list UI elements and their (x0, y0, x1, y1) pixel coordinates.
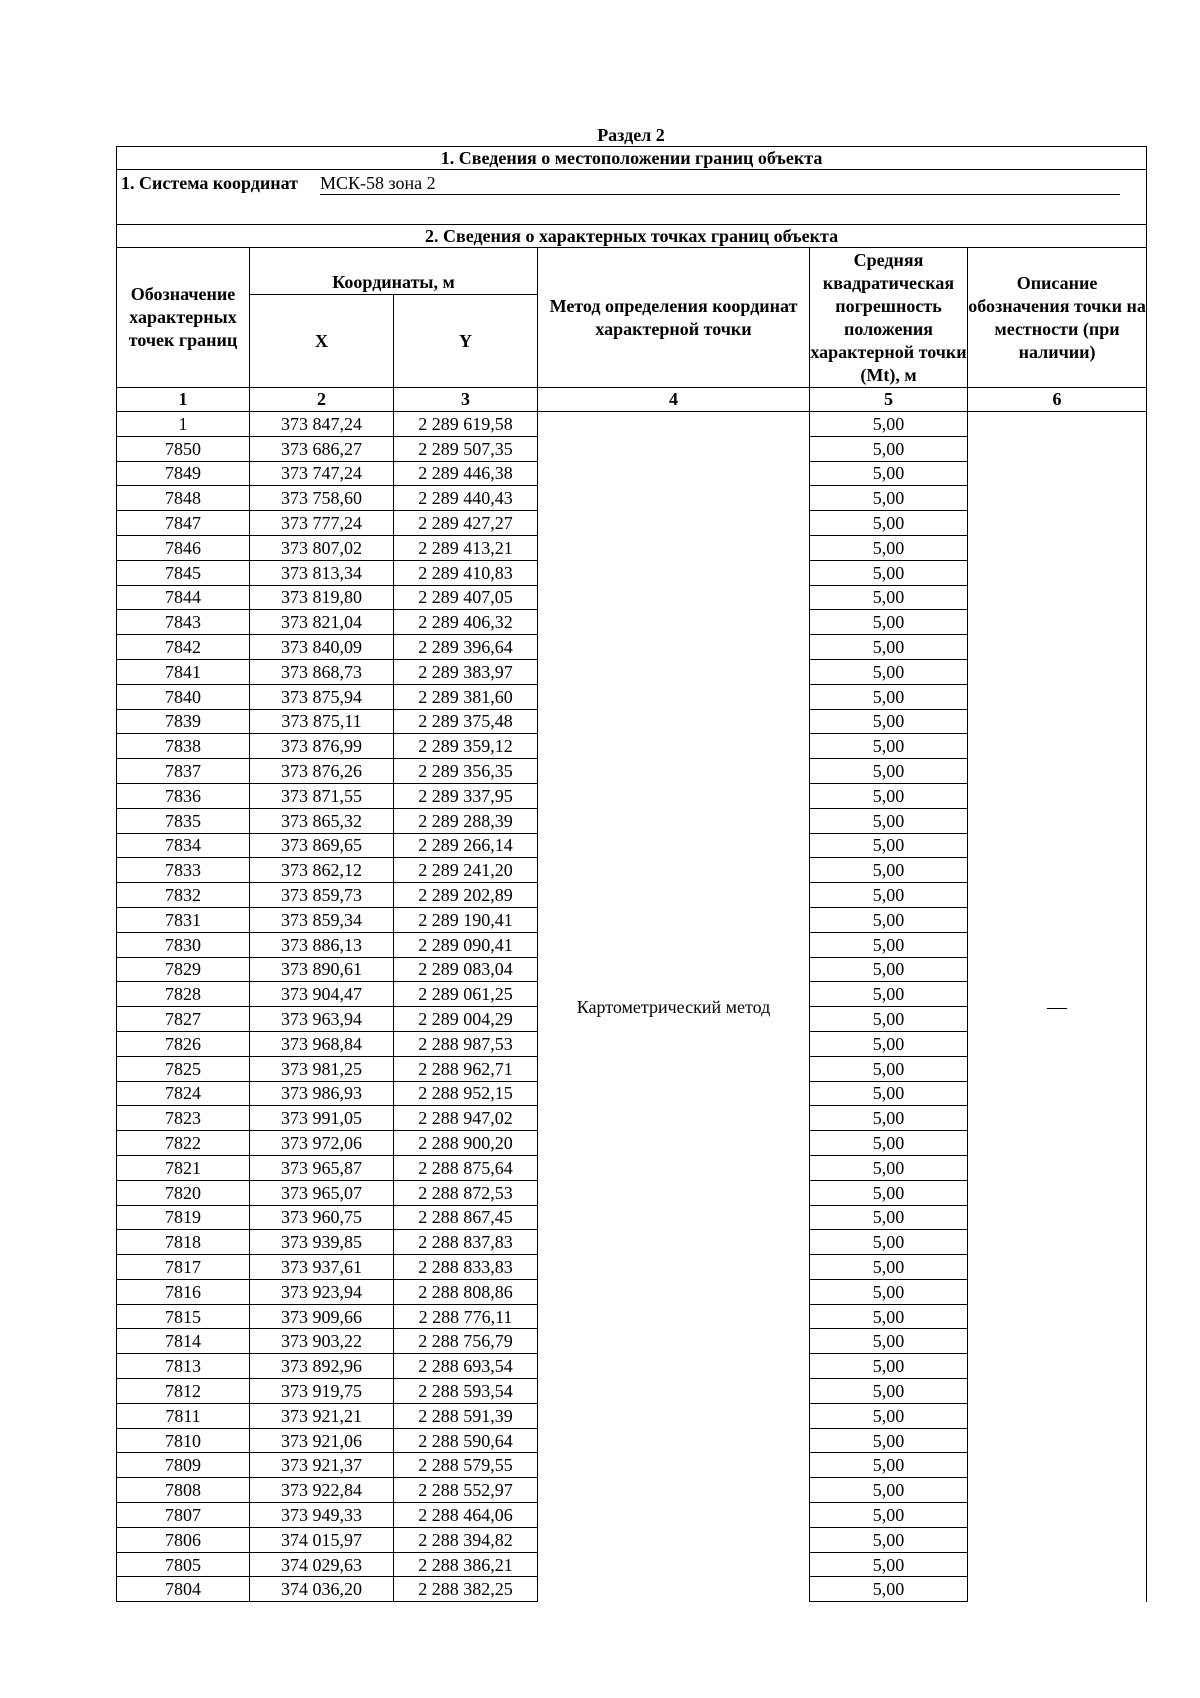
point-id-cell: 1 (117, 412, 250, 437)
y-coordinate-cell: 2 289 004,29 (394, 1007, 538, 1032)
y-coordinate-cell: 2 289 061,25 (394, 982, 538, 1007)
point-id-cell: 7816 (117, 1279, 250, 1304)
accuracy-cell: 5,00 (810, 957, 968, 982)
point-id-cell: 7805 (117, 1552, 250, 1577)
y-coordinate-cell: 2 288 952,15 (394, 1081, 538, 1106)
y-coordinate-cell: 2 288 875,64 (394, 1155, 538, 1180)
x-coordinate-cell: 373 960,75 (250, 1205, 394, 1230)
table-row (117, 412, 1147, 437)
x-coordinate-cell: 373 981,25 (250, 1056, 394, 1081)
x-coordinate-cell: 373 909,66 (250, 1304, 394, 1329)
y-coordinate-cell: 2 289 396,64 (394, 635, 538, 660)
x-coordinate-cell: 373 919,75 (250, 1379, 394, 1404)
accuracy-cell: 5,00 (810, 436, 968, 461)
y-coordinate-cell: 2 289 427,27 (394, 511, 538, 536)
point-id-cell: 7821 (117, 1155, 250, 1180)
header-y: Y (394, 295, 538, 388)
accuracy-cell: 5,00 (810, 1304, 968, 1329)
x-coordinate-cell: 374 036,20 (250, 1577, 394, 1602)
coord-system-label: 1. Система координат (121, 173, 298, 193)
accuracy-cell: 5,00 (810, 1230, 968, 1255)
accuracy-cell: 5,00 (810, 1503, 968, 1528)
x-coordinate-cell: 373 949,33 (250, 1503, 394, 1528)
x-coordinate-cell: 373 758,60 (250, 486, 394, 511)
point-id-cell: 7846 (117, 535, 250, 560)
x-coordinate-cell: 373 871,55 (250, 783, 394, 808)
x-coordinate-cell: 373 892,96 (250, 1354, 394, 1379)
point-id-cell: 7815 (117, 1304, 250, 1329)
x-coordinate-cell: 374 015,97 (250, 1527, 394, 1552)
point-id-cell: 7811 (117, 1403, 250, 1428)
point-id-cell: 7813 (117, 1354, 250, 1379)
x-coordinate-cell: 373 876,99 (250, 734, 394, 759)
y-coordinate-cell: 2 288 382,25 (394, 1577, 538, 1602)
accuracy-cell: 5,00 (810, 783, 968, 808)
x-coordinate-cell: 373 875,94 (250, 684, 394, 709)
x-coordinate-cell: 373 923,94 (250, 1279, 394, 1304)
point-id-cell: 7834 (117, 833, 250, 858)
description-cell: — (968, 412, 1147, 1602)
accuracy-cell: 5,00 (810, 635, 968, 660)
accuracy-cell: 5,00 (810, 1106, 968, 1131)
accuracy-cell: 5,00 (810, 883, 968, 908)
point-id-cell: 7827 (117, 1007, 250, 1032)
col-number-4: 4 (538, 388, 810, 412)
header-x: X (250, 295, 394, 388)
accuracy-cell: 5,00 (810, 1081, 968, 1106)
y-coordinate-cell: 2 288 386,21 (394, 1552, 538, 1577)
y-coordinate-cell: 2 289 406,32 (394, 610, 538, 635)
coord-system-row (117, 170, 1147, 225)
document (116, 124, 1146, 1602)
accuracy-cell: 5,00 (810, 1478, 968, 1503)
point-id-cell: 7807 (117, 1503, 250, 1528)
accuracy-cell: 5,00 (810, 1329, 968, 1354)
x-coordinate-cell: 373 937,61 (250, 1255, 394, 1280)
point-id-cell: 7843 (117, 610, 250, 635)
col-number-5: 5 (810, 388, 968, 412)
x-coordinate-cell: 373 965,07 (250, 1180, 394, 1205)
y-coordinate-cell: 2 289 202,89 (394, 883, 538, 908)
y-coordinate-cell: 2 288 593,54 (394, 1379, 538, 1404)
x-coordinate-cell: 373 747,24 (250, 461, 394, 486)
y-coordinate-cell: 2 288 867,45 (394, 1205, 538, 1230)
x-coordinate-cell: 373 821,04 (250, 610, 394, 635)
accuracy-cell: 5,00 (810, 486, 968, 511)
point-id-cell: 7830 (117, 932, 250, 957)
accuracy-cell: 5,00 (810, 759, 968, 784)
accuracy-cell: 5,00 (810, 1527, 968, 1552)
col-number-6: 6 (968, 388, 1147, 412)
y-coordinate-cell: 2 289 619,58 (394, 412, 538, 437)
title-location-info: 1. Сведения о местоположении границ объекта (117, 147, 1147, 170)
y-coordinate-cell: 2 289 446,38 (394, 461, 538, 486)
x-coordinate-cell: 373 859,73 (250, 883, 394, 908)
y-coordinate-cell: 2 288 808,86 (394, 1279, 538, 1304)
point-id-cell: 7831 (117, 907, 250, 932)
x-coordinate-cell: 373 686,27 (250, 436, 394, 461)
x-coordinate-cell: 373 963,94 (250, 1007, 394, 1032)
y-coordinate-cell: 2 289 356,35 (394, 759, 538, 784)
x-coordinate-cell: 373 777,24 (250, 511, 394, 536)
accuracy-cell: 5,00 (810, 461, 968, 486)
y-coordinate-cell: 2 288 947,02 (394, 1106, 538, 1131)
point-id-cell: 7837 (117, 759, 250, 784)
header-method: Метод определения координат характерной точки (538, 248, 810, 388)
accuracy-cell: 5,00 (810, 709, 968, 734)
x-coordinate-cell: 373 807,02 (250, 535, 394, 560)
x-coordinate-cell: 373 859,34 (250, 907, 394, 932)
y-coordinate-cell: 2 289 507,35 (394, 436, 538, 461)
point-id-cell: 7806 (117, 1527, 250, 1552)
accuracy-cell: 5,00 (810, 1031, 968, 1056)
y-coordinate-cell: 2 289 440,43 (394, 486, 538, 511)
col-number-2: 2 (250, 388, 394, 412)
y-coordinate-cell: 2 289 083,04 (394, 957, 538, 982)
point-id-cell: 7820 (117, 1180, 250, 1205)
y-coordinate-cell: 2 289 241,20 (394, 858, 538, 883)
y-coordinate-cell: 2 288 693,54 (394, 1354, 538, 1379)
y-coordinate-cell: 2 288 900,20 (394, 1131, 538, 1156)
x-coordinate-cell: 373 904,47 (250, 982, 394, 1007)
y-coordinate-cell: 2 288 591,39 (394, 1403, 538, 1428)
header-accuracy: Средняя квадратическая погрешность положения характерной точки (Mt), м (810, 248, 968, 388)
point-id-cell: 7849 (117, 461, 250, 486)
col-number-3: 3 (394, 388, 538, 412)
accuracy-cell: 5,00 (810, 412, 968, 437)
x-coordinate-cell: 373 813,34 (250, 560, 394, 585)
y-coordinate-cell: 2 288 579,55 (394, 1453, 538, 1478)
point-id-cell: 7829 (117, 957, 250, 982)
point-id-cell: 7824 (117, 1081, 250, 1106)
accuracy-cell: 5,00 (810, 1180, 968, 1205)
point-id-cell: 7825 (117, 1056, 250, 1081)
accuracy-cell: 5,00 (810, 734, 968, 759)
accuracy-cell: 5,00 (810, 982, 968, 1007)
point-id-cell: 7841 (117, 659, 250, 684)
x-coordinate-cell: 373 862,12 (250, 858, 394, 883)
y-coordinate-cell: 2 289 381,60 (394, 684, 538, 709)
x-coordinate-cell: 373 922,84 (250, 1478, 394, 1503)
y-coordinate-cell: 2 289 359,12 (394, 734, 538, 759)
accuracy-cell: 5,00 (810, 1354, 968, 1379)
boundary-points-table (116, 146, 1147, 1602)
coord-system-value: МСК-58 зона 2 (320, 172, 1120, 195)
x-coordinate-cell: 373 968,84 (250, 1031, 394, 1056)
y-coordinate-cell: 2 289 410,83 (394, 560, 538, 585)
accuracy-cell: 5,00 (810, 907, 968, 932)
point-id-cell: 7840 (117, 684, 250, 709)
point-id-cell: 7818 (117, 1230, 250, 1255)
header-point-designation: Обозначение характерных точек границ (117, 248, 250, 388)
accuracy-cell: 5,00 (810, 1428, 968, 1453)
accuracy-cell: 5,00 (810, 1155, 968, 1180)
accuracy-cell: 5,00 (810, 858, 968, 883)
point-id-cell: 7838 (117, 734, 250, 759)
point-id-cell: 7828 (117, 982, 250, 1007)
point-id-cell: 7822 (117, 1131, 250, 1156)
y-coordinate-cell: 2 289 266,14 (394, 833, 538, 858)
x-coordinate-cell: 373 875,11 (250, 709, 394, 734)
accuracy-cell: 5,00 (810, 1131, 968, 1156)
x-coordinate-cell: 373 840,09 (250, 635, 394, 660)
accuracy-cell: 5,00 (810, 511, 968, 536)
point-id-cell: 7812 (117, 1379, 250, 1404)
x-coordinate-cell: 373 965,87 (250, 1155, 394, 1180)
section-heading: Раздел 2 (597, 125, 665, 145)
header-description: Описание обозначения точки на местности (при наличии) (968, 248, 1147, 388)
accuracy-cell: 5,00 (810, 684, 968, 709)
accuracy-cell: 5,00 (810, 560, 968, 585)
accuracy-cell: 5,00 (810, 1279, 968, 1304)
y-coordinate-cell: 2 289 413,21 (394, 535, 538, 560)
point-id-cell: 7814 (117, 1329, 250, 1354)
accuracy-cell: 5,00 (810, 1255, 968, 1280)
point-id-cell: 7848 (117, 486, 250, 511)
x-coordinate-cell: 373 903,22 (250, 1329, 394, 1354)
x-coordinate-cell: 373 868,73 (250, 659, 394, 684)
point-id-cell: 7847 (117, 511, 250, 536)
accuracy-cell: 5,00 (810, 1007, 968, 1032)
x-coordinate-cell: 373 991,05 (250, 1106, 394, 1131)
point-id-cell: 7844 (117, 585, 250, 610)
x-coordinate-cell: 373 939,85 (250, 1230, 394, 1255)
x-coordinate-cell: 373 847,24 (250, 412, 394, 437)
x-coordinate-cell: 373 986,93 (250, 1081, 394, 1106)
accuracy-cell: 5,00 (810, 1379, 968, 1404)
accuracy-cell: 5,00 (810, 808, 968, 833)
point-id-cell: 7845 (117, 560, 250, 585)
accuracy-cell: 5,00 (810, 585, 968, 610)
y-coordinate-cell: 2 289 383,97 (394, 659, 538, 684)
y-coordinate-cell: 2 288 837,83 (394, 1230, 538, 1255)
y-coordinate-cell: 2 289 337,95 (394, 783, 538, 808)
title-points-info: 2. Сведения о характерных точках границ объекта (117, 225, 1147, 248)
accuracy-cell: 5,00 (810, 1577, 968, 1602)
x-coordinate-cell: 373 886,13 (250, 932, 394, 957)
x-coordinate-cell: 373 972,06 (250, 1131, 394, 1156)
y-coordinate-cell: 2 289 375,48 (394, 709, 538, 734)
point-id-cell: 7842 (117, 635, 250, 660)
accuracy-cell: 5,00 (810, 833, 968, 858)
point-id-cell: 7810 (117, 1428, 250, 1453)
y-coordinate-cell: 2 288 464,06 (394, 1503, 538, 1528)
point-id-cell: 7833 (117, 858, 250, 883)
y-coordinate-cell: 2 288 776,11 (394, 1304, 538, 1329)
point-id-cell: 7819 (117, 1205, 250, 1230)
accuracy-cell: 5,00 (810, 932, 968, 957)
method-cell: Картометрический метод (538, 412, 810, 1602)
x-coordinate-cell: 373 890,61 (250, 957, 394, 982)
x-coordinate-cell: 374 029,63 (250, 1552, 394, 1577)
x-coordinate-cell: 373 876,26 (250, 759, 394, 784)
accuracy-cell: 5,00 (810, 610, 968, 635)
table-body (117, 412, 1147, 1602)
y-coordinate-cell: 2 288 962,71 (394, 1056, 538, 1081)
y-coordinate-cell: 2 288 552,97 (394, 1478, 538, 1503)
x-coordinate-cell: 373 869,65 (250, 833, 394, 858)
header-coordinates: Координаты, м (250, 248, 538, 295)
point-id-cell: 7836 (117, 783, 250, 808)
point-id-cell: 7839 (117, 709, 250, 734)
y-coordinate-cell: 2 288 394,82 (394, 1527, 538, 1552)
point-id-cell: 7817 (117, 1255, 250, 1280)
y-coordinate-cell: 2 289 407,05 (394, 585, 538, 610)
accuracy-cell: 5,00 (810, 1453, 968, 1478)
y-coordinate-cell: 2 288 756,79 (394, 1329, 538, 1354)
accuracy-cell: 5,00 (810, 1403, 968, 1428)
point-id-cell: 7832 (117, 883, 250, 908)
x-coordinate-cell: 373 921,21 (250, 1403, 394, 1428)
y-coordinate-cell: 2 288 987,53 (394, 1031, 538, 1056)
y-coordinate-cell: 2 289 090,41 (394, 932, 538, 957)
accuracy-cell: 5,00 (810, 1205, 968, 1230)
x-coordinate-cell: 373 921,37 (250, 1453, 394, 1478)
y-coordinate-cell: 2 288 590,64 (394, 1428, 538, 1453)
point-id-cell: 7823 (117, 1106, 250, 1131)
point-id-cell: 7826 (117, 1031, 250, 1056)
y-coordinate-cell: 2 288 833,83 (394, 1255, 538, 1280)
accuracy-cell: 5,00 (810, 535, 968, 560)
point-id-cell: 7808 (117, 1478, 250, 1503)
point-id-cell: 7809 (117, 1453, 250, 1478)
y-coordinate-cell: 2 289 288,39 (394, 808, 538, 833)
accuracy-cell: 5,00 (810, 1056, 968, 1081)
point-id-cell: 7804 (117, 1577, 250, 1602)
y-coordinate-cell: 2 288 872,53 (394, 1180, 538, 1205)
x-coordinate-cell: 373 819,80 (250, 585, 394, 610)
accuracy-cell: 5,00 (810, 1552, 968, 1577)
x-coordinate-cell: 373 865,32 (250, 808, 394, 833)
x-coordinate-cell: 373 921,06 (250, 1428, 394, 1453)
col-number-1: 1 (117, 388, 250, 412)
accuracy-cell: 5,00 (810, 659, 968, 684)
point-id-cell: 7850 (117, 436, 250, 461)
point-id-cell: 7835 (117, 808, 250, 833)
y-coordinate-cell: 2 289 190,41 (394, 907, 538, 932)
